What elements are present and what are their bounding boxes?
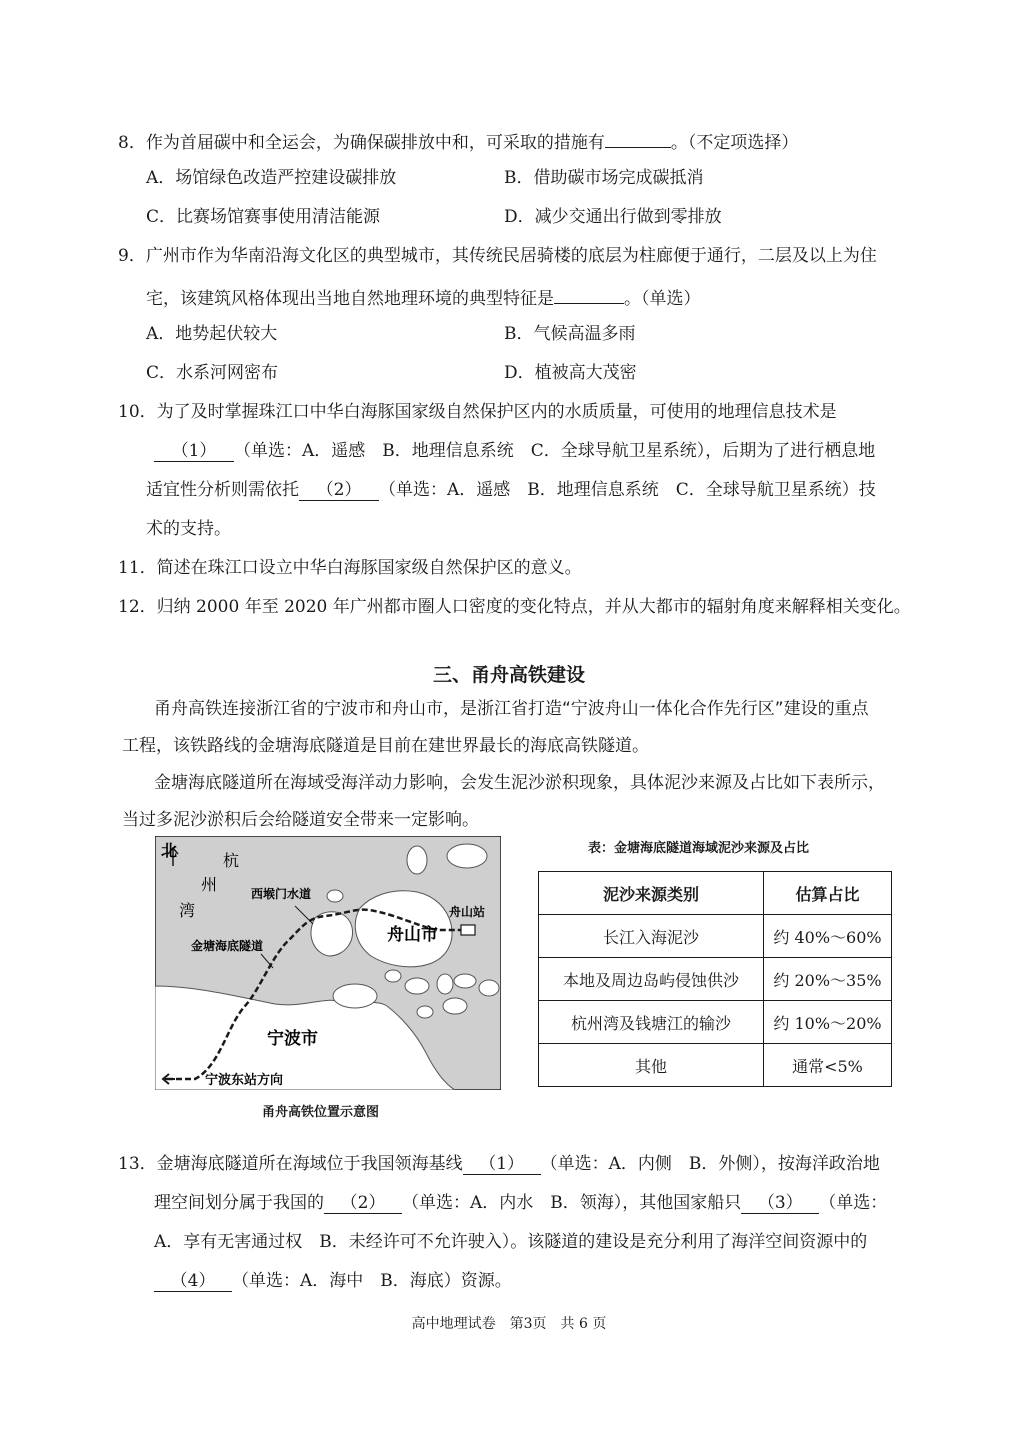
- table-header-row: [539, 872, 892, 915]
- table-row: [539, 958, 892, 1001]
- q9-stem-line1: 9．广州市作为华南沿海文化区的典型城市，其传统民居骑楼的底层为柱廊便于通行，二层及以上为住: [118, 246, 877, 266]
- north-label: 北: [161, 841, 178, 860]
- bay-label-1: 杭: [223, 851, 240, 870]
- q13-blank-4[interactable]: （4）: [154, 1271, 232, 1292]
- zhoushan-station-marker: [461, 925, 475, 935]
- section-para2-line2: 当过多泥沙淤积后会给隧道安全带来一定影响。: [122, 810, 479, 830]
- cell-share: 通常<5%: [764, 1044, 892, 1087]
- q13-blank-3[interactable]: （3）: [741, 1193, 819, 1214]
- island-south-2: [437, 974, 453, 994]
- table-row: [539, 1001, 892, 1044]
- island-south-5: [385, 970, 401, 982]
- q11-stem: 11．简述在珠江口设立中华白海豚国家级自然保护区的意义。: [118, 558, 582, 578]
- section-para2-line1: 金塘海底隧道所在海域受海洋动力影响，会发生泥沙淤积现象，具体泥沙来源及占比如下表所示，: [154, 773, 885, 793]
- table-caption: 表：金塘海底隧道海域泥沙来源及占比: [588, 841, 810, 856]
- bay-label-3: 湾: [179, 901, 196, 920]
- q8-option-c: C．比赛场馆赛事使用清洁能源: [146, 207, 381, 227]
- q10-blank-2[interactable]: （2）: [299, 480, 379, 501]
- cell-category: 长江入海泥沙: [539, 915, 764, 958]
- q9-option-c: C．水系河网密布: [146, 363, 279, 383]
- q8-option-d: D．减少交通出行做到零排放: [504, 207, 722, 227]
- q10-blank-1[interactable]: （1）: [154, 441, 234, 462]
- q9-answer-blank[interactable]: [554, 283, 624, 304]
- island-north-1: [447, 844, 487, 868]
- q9-option-d: D．植被高大茂密: [504, 363, 637, 383]
- ningbo-east-label: 宁波东站方向: [205, 1073, 284, 1088]
- section-para1-line1: 甬舟高铁连接浙江省的宁波市和舟山市，是浙江省打造“宁波舟山一体化合作先行区”建设的重点: [154, 699, 869, 719]
- cell-category: 杭州湾及钱塘江的输沙: [539, 1001, 764, 1044]
- bay-label-2: 州: [201, 875, 218, 894]
- cell-share: 约 20%～35%: [764, 958, 892, 1001]
- section-para1-line2: 工程，该铁路线的金塘海底隧道是目前在建世界最长的海底高铁隧道。: [122, 736, 649, 756]
- q12-stem: 12．归纳 2000 年至 2020 年广州都市圈人口密度的变化特点，并从大都市的辐射角度来解释相关变化。: [118, 597, 911, 617]
- header-share: 估算占比: [764, 872, 892, 915]
- island-south-7: [417, 1006, 433, 1018]
- q10-stem-line4: 术的支持。: [146, 519, 231, 539]
- jintang-tunnel-label: 金塘海底隧道: [191, 939, 264, 953]
- q10-stem-line1: 10．为了及时掌握珠江口中华白海豚国家级自然保护区内的水质质量，可使用的地理信息技术是: [118, 402, 837, 422]
- page-footer: 高中地理试卷 第3页 共 6 页: [411, 1316, 607, 1332]
- table-row: [539, 1044, 892, 1087]
- table-row: [539, 915, 892, 958]
- island-south-8: [333, 984, 377, 1008]
- island-south-4: [479, 980, 499, 996]
- q10-stem-line2: （1） （单选：A．遥感 B．地理信息系统 C．全球导航卫星系统），后期为了进行栖息地: [154, 439, 875, 463]
- q8-answer-blank[interactable]: [605, 127, 671, 148]
- q13-blank-2[interactable]: （2）: [324, 1193, 402, 1214]
- section-title: 三、甬舟高铁建设: [432, 664, 585, 686]
- q9-option-a: A．地势起伏较大: [146, 324, 278, 344]
- cell-category: 本地及周边岛屿侵蚀供沙: [539, 958, 764, 1001]
- cell-share: 约 40%～60%: [764, 915, 892, 958]
- q9-option-b: B．气候高温多雨: [504, 324, 636, 344]
- q8-option-a: A．场馆绿色改造严控建设碳排放: [146, 168, 397, 188]
- q13-line2: 理空间划分属于我国的 （2） （单选：A．内水 B．领海），其他国家船只 （3） （单选：: [154, 1193, 888, 1213]
- island-north-3: [327, 890, 343, 902]
- island-south-1: [405, 978, 429, 994]
- location-map: [155, 836, 501, 1090]
- xihoumen-label: 西堠门水道: [251, 887, 312, 901]
- q13-line1: 13．金塘海底隧道所在海域位于我国领海基线 （1） （单选：A．内侧 B．外侧），按海洋政治地: [118, 1154, 880, 1174]
- q10-stem-line3: 适宜性分析则需依托 （2） （单选：A．遥感 B．地理信息系统 C．全球导航卫星系统）技: [146, 480, 876, 500]
- ningbo-city-label: 宁波市: [267, 1029, 318, 1049]
- zhoushan-city-label: 舟山市: [387, 925, 438, 945]
- island-south-6: [443, 998, 467, 1014]
- q13-line3: A．享有无害通过权 B．未经许可不允许驶入）。该隧道的建设是充分利用了海洋空间资源中的: [154, 1232, 868, 1252]
- q9-stem-line2: 宅，该建筑风格体现出当地自然地理环境的典型特征是 。（单选）: [146, 283, 701, 311]
- q8-option-b: B．借助碳市场完成碳抵消: [504, 168, 704, 188]
- map-caption: 甬舟高铁位置示意图: [262, 1105, 380, 1120]
- sediment-source-table: [538, 871, 892, 1087]
- q8-stem: 8．作为首届碳中和全运会，为确保碳排放中和，可采取的措施有 。（不定项选择）: [118, 127, 798, 155]
- island-south-3: [454, 974, 476, 988]
- q13-line4: （4） （单选：A．海中 B．海底）资源。: [154, 1269, 512, 1293]
- cell-share: 约 10%～20%: [764, 1001, 892, 1044]
- zhoushan-station-label: 舟山站: [449, 905, 486, 919]
- header-category: 泥沙来源类别: [539, 872, 764, 915]
- q13-blank-1[interactable]: （1）: [463, 1154, 541, 1175]
- island-north-2: [407, 846, 427, 874]
- cell-category: 其他: [539, 1044, 764, 1087]
